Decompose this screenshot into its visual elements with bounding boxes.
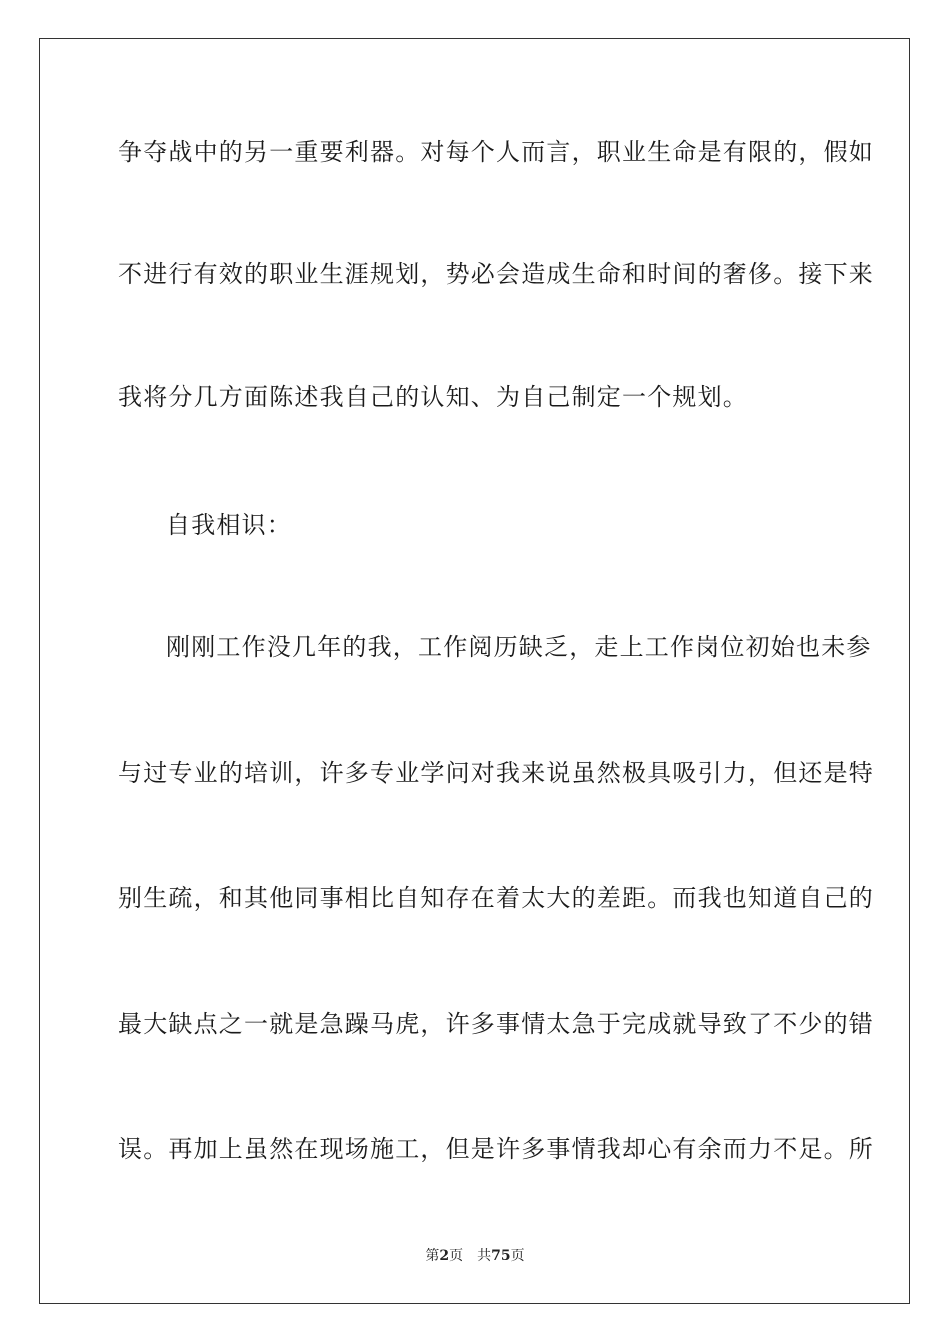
text-line: 争夺战中的另一重要利器。对每个人而言，职业生命是有限的，假如 — [118, 138, 874, 166]
text-line: 不进行有效的职业生涯规划，势必会造成生命和时间的奢侈。接下来 — [118, 260, 874, 288]
total-pages: 75 — [491, 1248, 511, 1264]
page-suffix: 页 — [449, 1248, 464, 1264]
text-line: 误。再加上虽然在现场施工，但是许多事情我却心有余而力不足。所 — [118, 1135, 874, 1163]
section-heading: 自我相识： — [166, 511, 292, 539]
page-prefix: 第 — [425, 1248, 440, 1264]
text-line: 与过专业的培训，许多专业学问对我来说虽然极具吸引力，但还是特 — [118, 759, 874, 787]
page-footer — [0, 1247, 950, 1265]
total-prefix: 共 — [477, 1248, 492, 1264]
paragraph-first-line: 刚刚工作没几年的我，工作阅历缺乏，走上工作岗位初始也未参 — [166, 633, 872, 661]
page-number: 2 — [439, 1248, 450, 1264]
text-line: 别生疏，和其他同事相比自知存在着太大的差距。而我也知道自己的 — [118, 884, 874, 912]
text-line: 我将分几方面陈述我自己的认知、为自己制定一个规划。 — [118, 383, 748, 411]
page-border — [39, 38, 910, 1304]
text-line: 最大缺点之一就是急躁马虎，许多事情太急于完成就导致了不少的错 — [118, 1010, 874, 1038]
total-suffix: 页 — [510, 1248, 525, 1264]
